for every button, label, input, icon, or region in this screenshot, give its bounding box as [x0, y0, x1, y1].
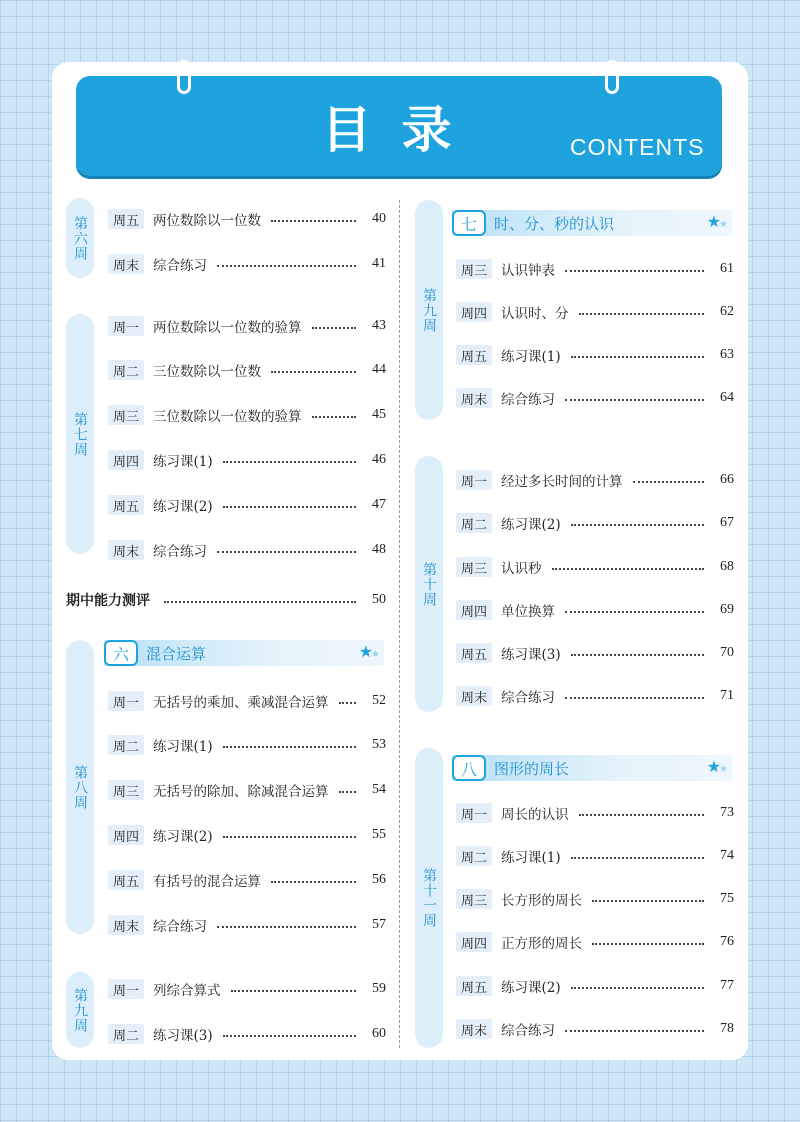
unit-title: 混合运算	[146, 644, 207, 663]
day-label: 周末	[108, 254, 144, 274]
lesson-title: 练习课(1)	[501, 349, 561, 365]
week-tab-9: 第九周	[66, 972, 94, 1048]
day-label: 周五	[108, 209, 144, 229]
dot-leader	[223, 1035, 356, 1037]
page-number: 61	[720, 261, 734, 276]
toc-entry[interactable]	[456, 258, 734, 280]
page-number: 70	[720, 645, 734, 660]
page-number: 46	[372, 452, 386, 467]
page-number: 60	[372, 1026, 386, 1041]
page-number: 41	[372, 256, 386, 271]
toc-entry[interactable]	[108, 869, 386, 891]
week-tab-6: 第六周	[66, 198, 94, 278]
lesson-title: 认识时、分	[501, 306, 569, 322]
lesson-title: 单位换算	[501, 604, 555, 620]
dot-leader	[565, 270, 704, 272]
unit-title: 图形的周长	[494, 759, 570, 778]
lesson-title: 综合练习	[501, 392, 555, 408]
toc-entry[interactable]	[108, 404, 386, 426]
lesson-title: 练习课(2)	[501, 517, 561, 533]
star-icon: ★★	[358, 642, 380, 661]
dot-leader	[571, 654, 704, 656]
dot-leader	[571, 524, 704, 526]
page-number: 68	[720, 559, 734, 574]
dot-leader	[271, 881, 356, 883]
toc-entry[interactable]	[456, 512, 734, 534]
lesson-title: 练习课(2)	[153, 829, 213, 845]
day-label: 周末	[456, 1019, 492, 1039]
dot-leader	[565, 399, 704, 401]
dot-leader	[571, 356, 704, 358]
dot-leader	[565, 1030, 704, 1032]
day-label: 周一	[108, 316, 144, 336]
toc-entry[interactable]	[108, 734, 386, 756]
dot-leader	[223, 506, 356, 508]
page-number: 45	[372, 407, 386, 422]
lesson-title: 无括号的除加、除减混合运算	[153, 784, 329, 800]
dot-leader	[312, 327, 357, 329]
ring-binder-icon	[605, 60, 619, 94]
day-label: 周二	[108, 735, 144, 755]
lesson-title: 练习课(1)	[153, 454, 213, 470]
lesson-title: 认识钟表	[501, 263, 555, 279]
lesson-title: 练习课(1)	[153, 739, 213, 755]
lesson-title: 三位数除以一位数的验算	[153, 409, 302, 425]
day-label: 周四	[108, 450, 144, 470]
page-number: 40	[372, 211, 386, 226]
dot-leader	[223, 836, 356, 838]
toc-entry[interactable]	[108, 449, 386, 471]
toc-entry[interactable]	[456, 556, 734, 578]
lesson-title: 练习课(1)	[501, 850, 561, 866]
dot-leader	[579, 814, 705, 816]
page-number: 53	[372, 737, 386, 752]
star-icon: ★★	[706, 757, 728, 776]
dot-leader	[312, 416, 357, 418]
toc-entry[interactable]	[108, 208, 386, 230]
toc-entry[interactable]	[456, 301, 734, 323]
lesson-title: 长方形的周长	[501, 893, 582, 909]
lesson-title: 综合练习	[501, 690, 555, 706]
toc-entry[interactable]	[456, 845, 734, 867]
toc-entry[interactable]	[456, 975, 734, 997]
week-tab-10: 第十周	[415, 456, 443, 712]
lesson-title: 三位数除以一位数	[153, 364, 261, 380]
dot-leader	[164, 601, 356, 603]
header-banner	[76, 76, 722, 176]
dot-leader	[217, 551, 356, 553]
page-number: 71	[720, 688, 734, 703]
toc-entry[interactable]	[108, 494, 386, 516]
unit-title: 时、分、秒的认识	[494, 214, 615, 233]
dot-leader	[565, 697, 704, 699]
page-number: 73	[720, 805, 734, 820]
day-label: 周一	[456, 470, 492, 490]
page-subtitle: CONTENTS	[570, 134, 705, 160]
lesson-title: 经过多长时间的计算	[501, 474, 623, 490]
dot-leader	[223, 461, 356, 463]
toc-entry[interactable]	[108, 315, 386, 337]
toc-entry[interactable]	[108, 978, 386, 1000]
page-title: 目录	[321, 101, 482, 159]
day-label: 周四	[456, 302, 492, 322]
toc-entry[interactable]	[456, 1018, 734, 1040]
dot-leader	[592, 900, 704, 902]
day-label: 周末	[456, 686, 492, 706]
page-number: 66	[720, 472, 734, 487]
dot-leader	[552, 568, 705, 570]
lesson-title: 认识秒	[501, 561, 542, 577]
lesson-title: 有括号的混合运算	[153, 874, 261, 890]
page-number: 48	[372, 542, 386, 557]
dot-leader	[565, 611, 704, 613]
toc-entry[interactable]	[456, 931, 734, 953]
unit-number: 六	[104, 640, 138, 666]
day-label: 周五	[108, 495, 144, 515]
unit-heading-7[interactable]	[452, 210, 732, 236]
day-label: 周二	[456, 513, 492, 533]
page-number: 54	[372, 782, 386, 797]
lesson-title: 综合练习	[501, 1023, 555, 1039]
page-number: 52	[372, 693, 386, 708]
page-number: 77	[720, 978, 734, 993]
dot-leader	[571, 857, 704, 859]
day-label: 周五	[456, 345, 492, 365]
unit-number: 七	[452, 210, 486, 236]
page-number: 44	[372, 362, 386, 377]
toc-entry[interactable]	[108, 1023, 386, 1045]
lesson-title: 列综合算式	[153, 983, 221, 999]
toc-entry[interactable]	[456, 802, 734, 824]
toc-entry[interactable]	[108, 824, 386, 846]
toc-entry[interactable]	[456, 469, 734, 491]
day-label: 周三	[108, 780, 144, 800]
day-label: 周二	[108, 360, 144, 380]
lesson-title: 练习课(3)	[153, 1028, 213, 1044]
dot-leader	[217, 926, 356, 928]
midterm-entry[interactable]	[66, 588, 386, 612]
page-number: 57	[372, 917, 386, 932]
unit-number: 八	[452, 755, 486, 781]
week-tab-8: 第八周	[66, 640, 94, 934]
lesson-title: 练习课(3)	[501, 647, 561, 663]
day-label: 周末	[108, 540, 144, 560]
page-number: 59	[372, 981, 386, 996]
dot-leader	[579, 313, 705, 315]
day-label: 周二	[108, 1024, 144, 1044]
lesson-title: 无括号的乘加、乘减混合运算	[153, 695, 329, 711]
dot-leader	[339, 702, 357, 704]
day-label: 周三	[456, 259, 492, 279]
dot-leader	[217, 265, 356, 267]
page-number: 55	[372, 827, 386, 842]
dot-leader	[271, 371, 356, 373]
page-number: 63	[720, 347, 734, 362]
page-number: 75	[720, 891, 734, 906]
page-number: 67	[720, 515, 734, 530]
lesson-title: 综合练习	[153, 544, 207, 560]
lesson-title: 周长的认识	[501, 807, 569, 823]
day-label: 周四	[108, 825, 144, 845]
day-label: 周末	[456, 388, 492, 408]
toc-entry[interactable]	[456, 387, 734, 409]
toc-entry[interactable]	[108, 914, 386, 936]
lesson-title: 练习课(2)	[153, 499, 213, 515]
day-label: 周一	[108, 691, 144, 711]
page-number: 69	[720, 602, 734, 617]
toc-entry[interactable]	[456, 685, 734, 707]
day-label: 周一	[456, 803, 492, 823]
toc-entry[interactable]	[108, 253, 386, 275]
toc-entry[interactable]	[108, 359, 386, 381]
unit-heading-6[interactable]	[104, 640, 384, 666]
page-number: 50	[372, 592, 386, 607]
page-number: 74	[720, 848, 734, 863]
ring-binder-icon	[177, 60, 191, 94]
day-label: 周三	[456, 557, 492, 577]
toc-entry[interactable]	[108, 690, 386, 712]
toc-entry[interactable]	[108, 539, 386, 561]
week-tab-7: 第七周	[66, 314, 94, 554]
dot-leader	[633, 481, 705, 483]
page-number: 43	[372, 318, 386, 333]
dot-leader	[271, 220, 356, 222]
day-label: 周三	[456, 889, 492, 909]
week-tab-9: 第九周	[415, 200, 443, 420]
day-label: 周五	[456, 643, 492, 663]
day-label: 周三	[108, 405, 144, 425]
midterm-title: 期中能力测评	[66, 593, 150, 609]
lesson-title: 综合练习	[153, 258, 207, 274]
toc-entry[interactable]	[456, 642, 734, 664]
toc-entry[interactable]	[108, 779, 386, 801]
page-number: 62	[720, 304, 734, 319]
toc-entry[interactable]	[456, 344, 734, 366]
day-label: 周二	[456, 846, 492, 866]
lesson-title: 两位数除以一位数	[153, 213, 261, 229]
day-label: 周四	[456, 600, 492, 620]
column-divider	[399, 200, 400, 1048]
dot-leader	[571, 987, 704, 989]
lesson-title: 正方形的周长	[501, 936, 582, 952]
toc-entry[interactable]	[456, 888, 734, 910]
page-number: 56	[372, 872, 386, 887]
unit-heading-8[interactable]	[452, 755, 732, 781]
lesson-title: 两位数除以一位数的验算	[153, 320, 302, 336]
dot-leader	[592, 943, 704, 945]
toc-entry[interactable]	[456, 599, 734, 621]
page-number: 78	[720, 1021, 734, 1036]
page-number: 64	[720, 390, 734, 405]
page-number: 47	[372, 497, 386, 512]
dot-leader	[339, 791, 357, 793]
day-label: 周一	[108, 979, 144, 999]
dot-leader	[223, 746, 356, 748]
day-label: 周末	[108, 915, 144, 935]
week-tab-11: 第十一周	[415, 748, 443, 1048]
dot-leader	[231, 990, 357, 992]
day-label: 周五	[108, 870, 144, 890]
day-label: 周四	[456, 932, 492, 952]
star-icon: ★★	[706, 212, 728, 231]
page-number: 76	[720, 934, 734, 949]
lesson-title: 练习课(2)	[501, 980, 561, 996]
day-label: 周五	[456, 976, 492, 996]
lesson-title: 综合练习	[153, 919, 207, 935]
